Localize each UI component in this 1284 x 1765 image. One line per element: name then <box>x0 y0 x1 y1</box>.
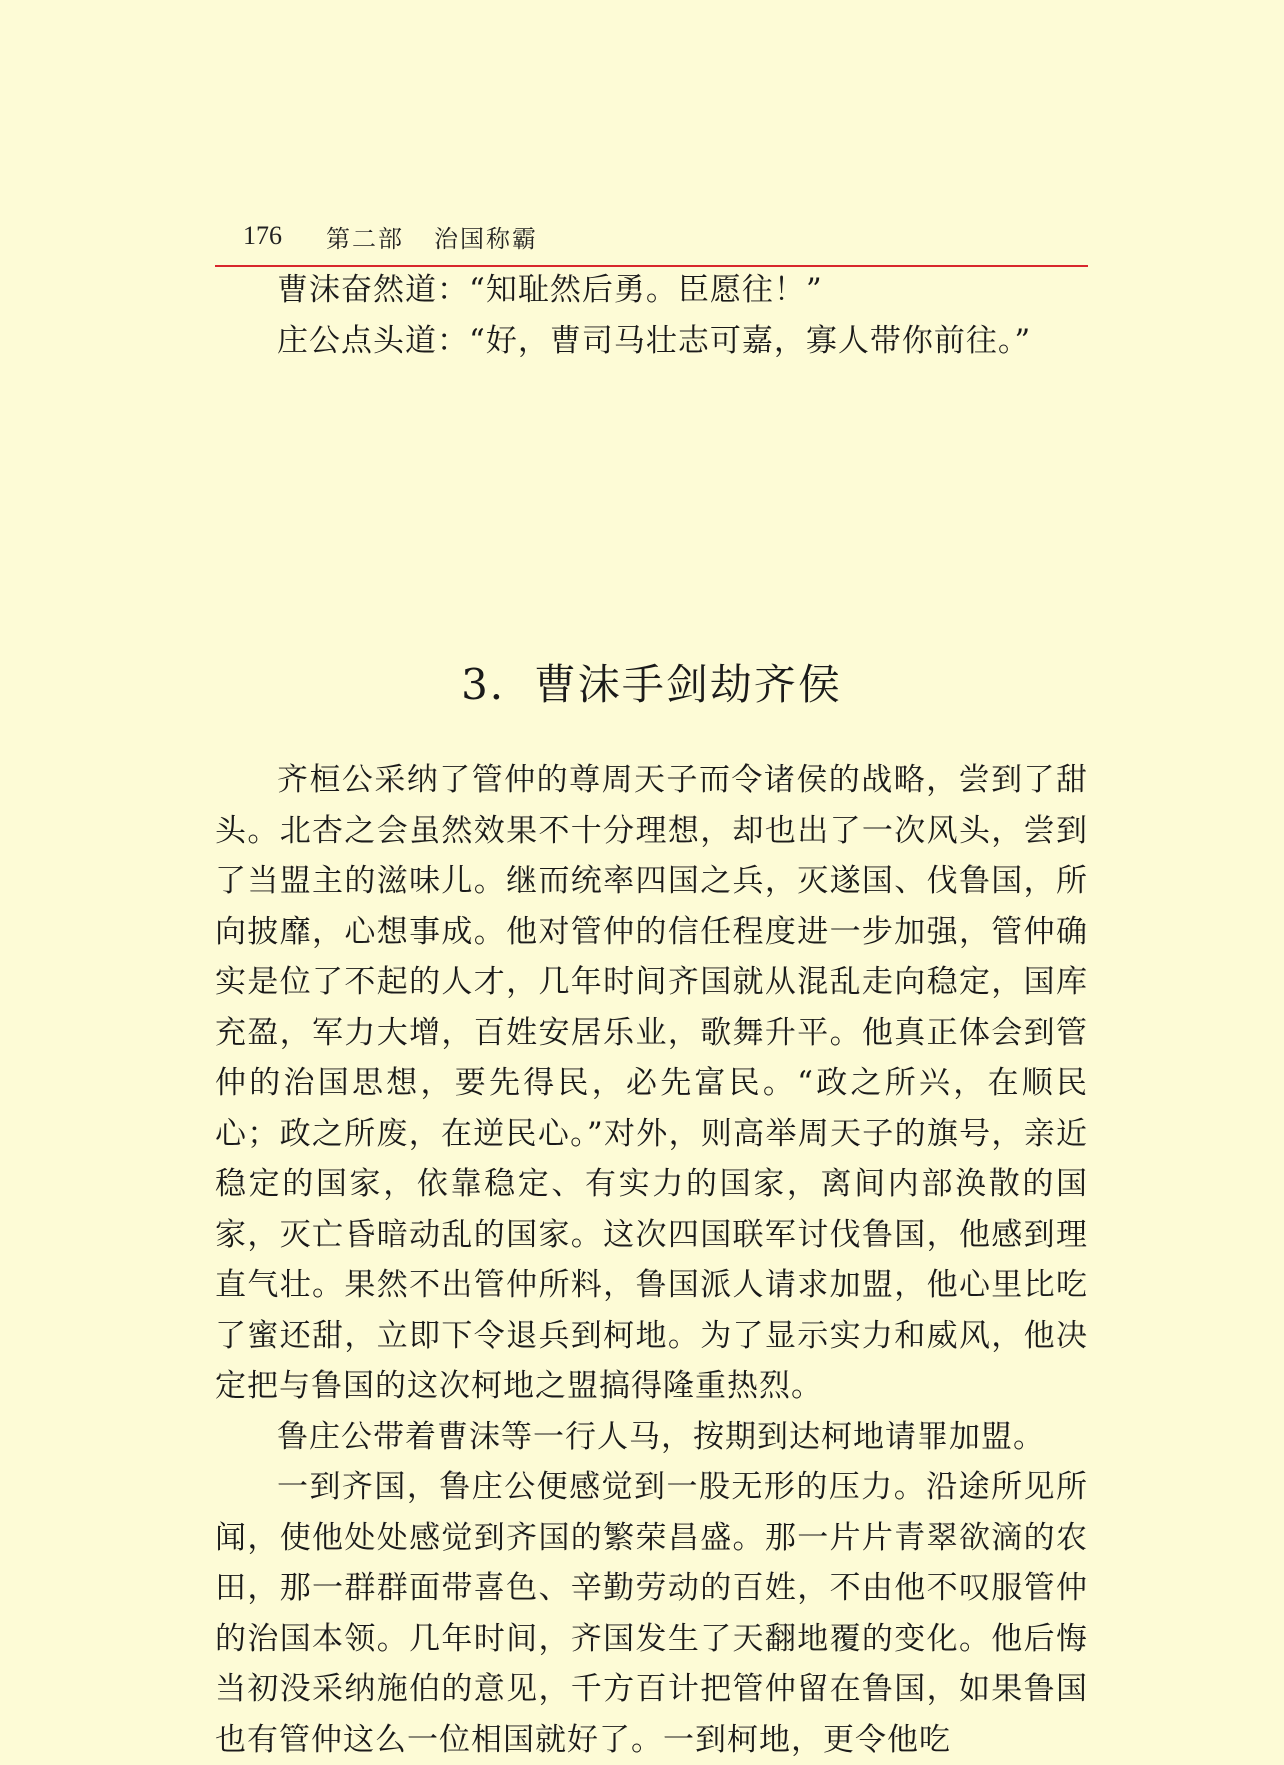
paragraph: 鲁庄公带着曹沫等一行人马，按期到达柯地请罪加盟。 <box>277 1418 1045 1455</box>
running-head <box>215 215 1088 257</box>
part-label: 第二部 <box>326 224 404 253</box>
body-text <box>215 755 1088 1765</box>
dialogue-block <box>215 265 1088 366</box>
paragraph: 齐桓公采纳了管仲的尊周天子而令诸侯的战略，尝到了甜头。北杏之会虽然效果不十分理想，却也出了一次风头，尝到了当盟主的滋味儿。继而统率四国之兵，灭遂国、伐鲁国，所向披靡，心想事成。他对管仲的信任程度进一步加强，管仲确实是位了不起的人才，几年时间齐国就从混乱走向稳定，国库充盈，军力大增，百姓安居乐业，歌舞升平。他真正体会到管仲的治国思想，要先得民，必先富民。“政之所兴，在顺民心；政之所废，在逆民心。”对外，则高举周天子的旗号，亲近稳定的国家，依靠稳定、有实力的国家，离间内部涣散的国家，灭亡昏暗动乱的国家。这次四国联军讨伐鲁国，他感到理直气壮。果然不出管仲所料，鲁国派人请求加盟，他心里比吃了蜜还甜，立即下令退兵到柯地。为了显示实力和威风，他决定把与鲁国的这次柯地之盟搞得隆重热烈。 <box>215 762 1088 1404</box>
book-page <box>215 215 1088 1758</box>
dialogue-line: 庄公点头道：“好，曹司马壮志可嘉，寡人带你前往。” <box>277 322 1032 359</box>
page-number: 176 <box>243 221 282 250</box>
paragraph: 一到齐国，鲁庄公便感觉到一股无形的压力。沿途所见所闻，使他处处感觉到齐国的繁荣昌盛。那一片片青翠欲滴的农田，那一群群面带喜色、辛勤劳动的百姓，不由他不叹服管仲的治国本领。几年时间，齐国发生了天翻地覆的变化。他后悔当初没采纳施伯的意见，千方百计把管仲留在鲁国，如果鲁国也有管仲这么一位相国就好了。一到柯地，更令他吃 <box>215 1469 1088 1758</box>
part-title: 治国称霸 <box>434 224 538 253</box>
section-title: 3．曹沫手剑劫齐侯 <box>461 660 842 709</box>
dialogue-line: 曹沫奋然道：“知耻然后勇。臣愿往！” <box>277 272 823 308</box>
